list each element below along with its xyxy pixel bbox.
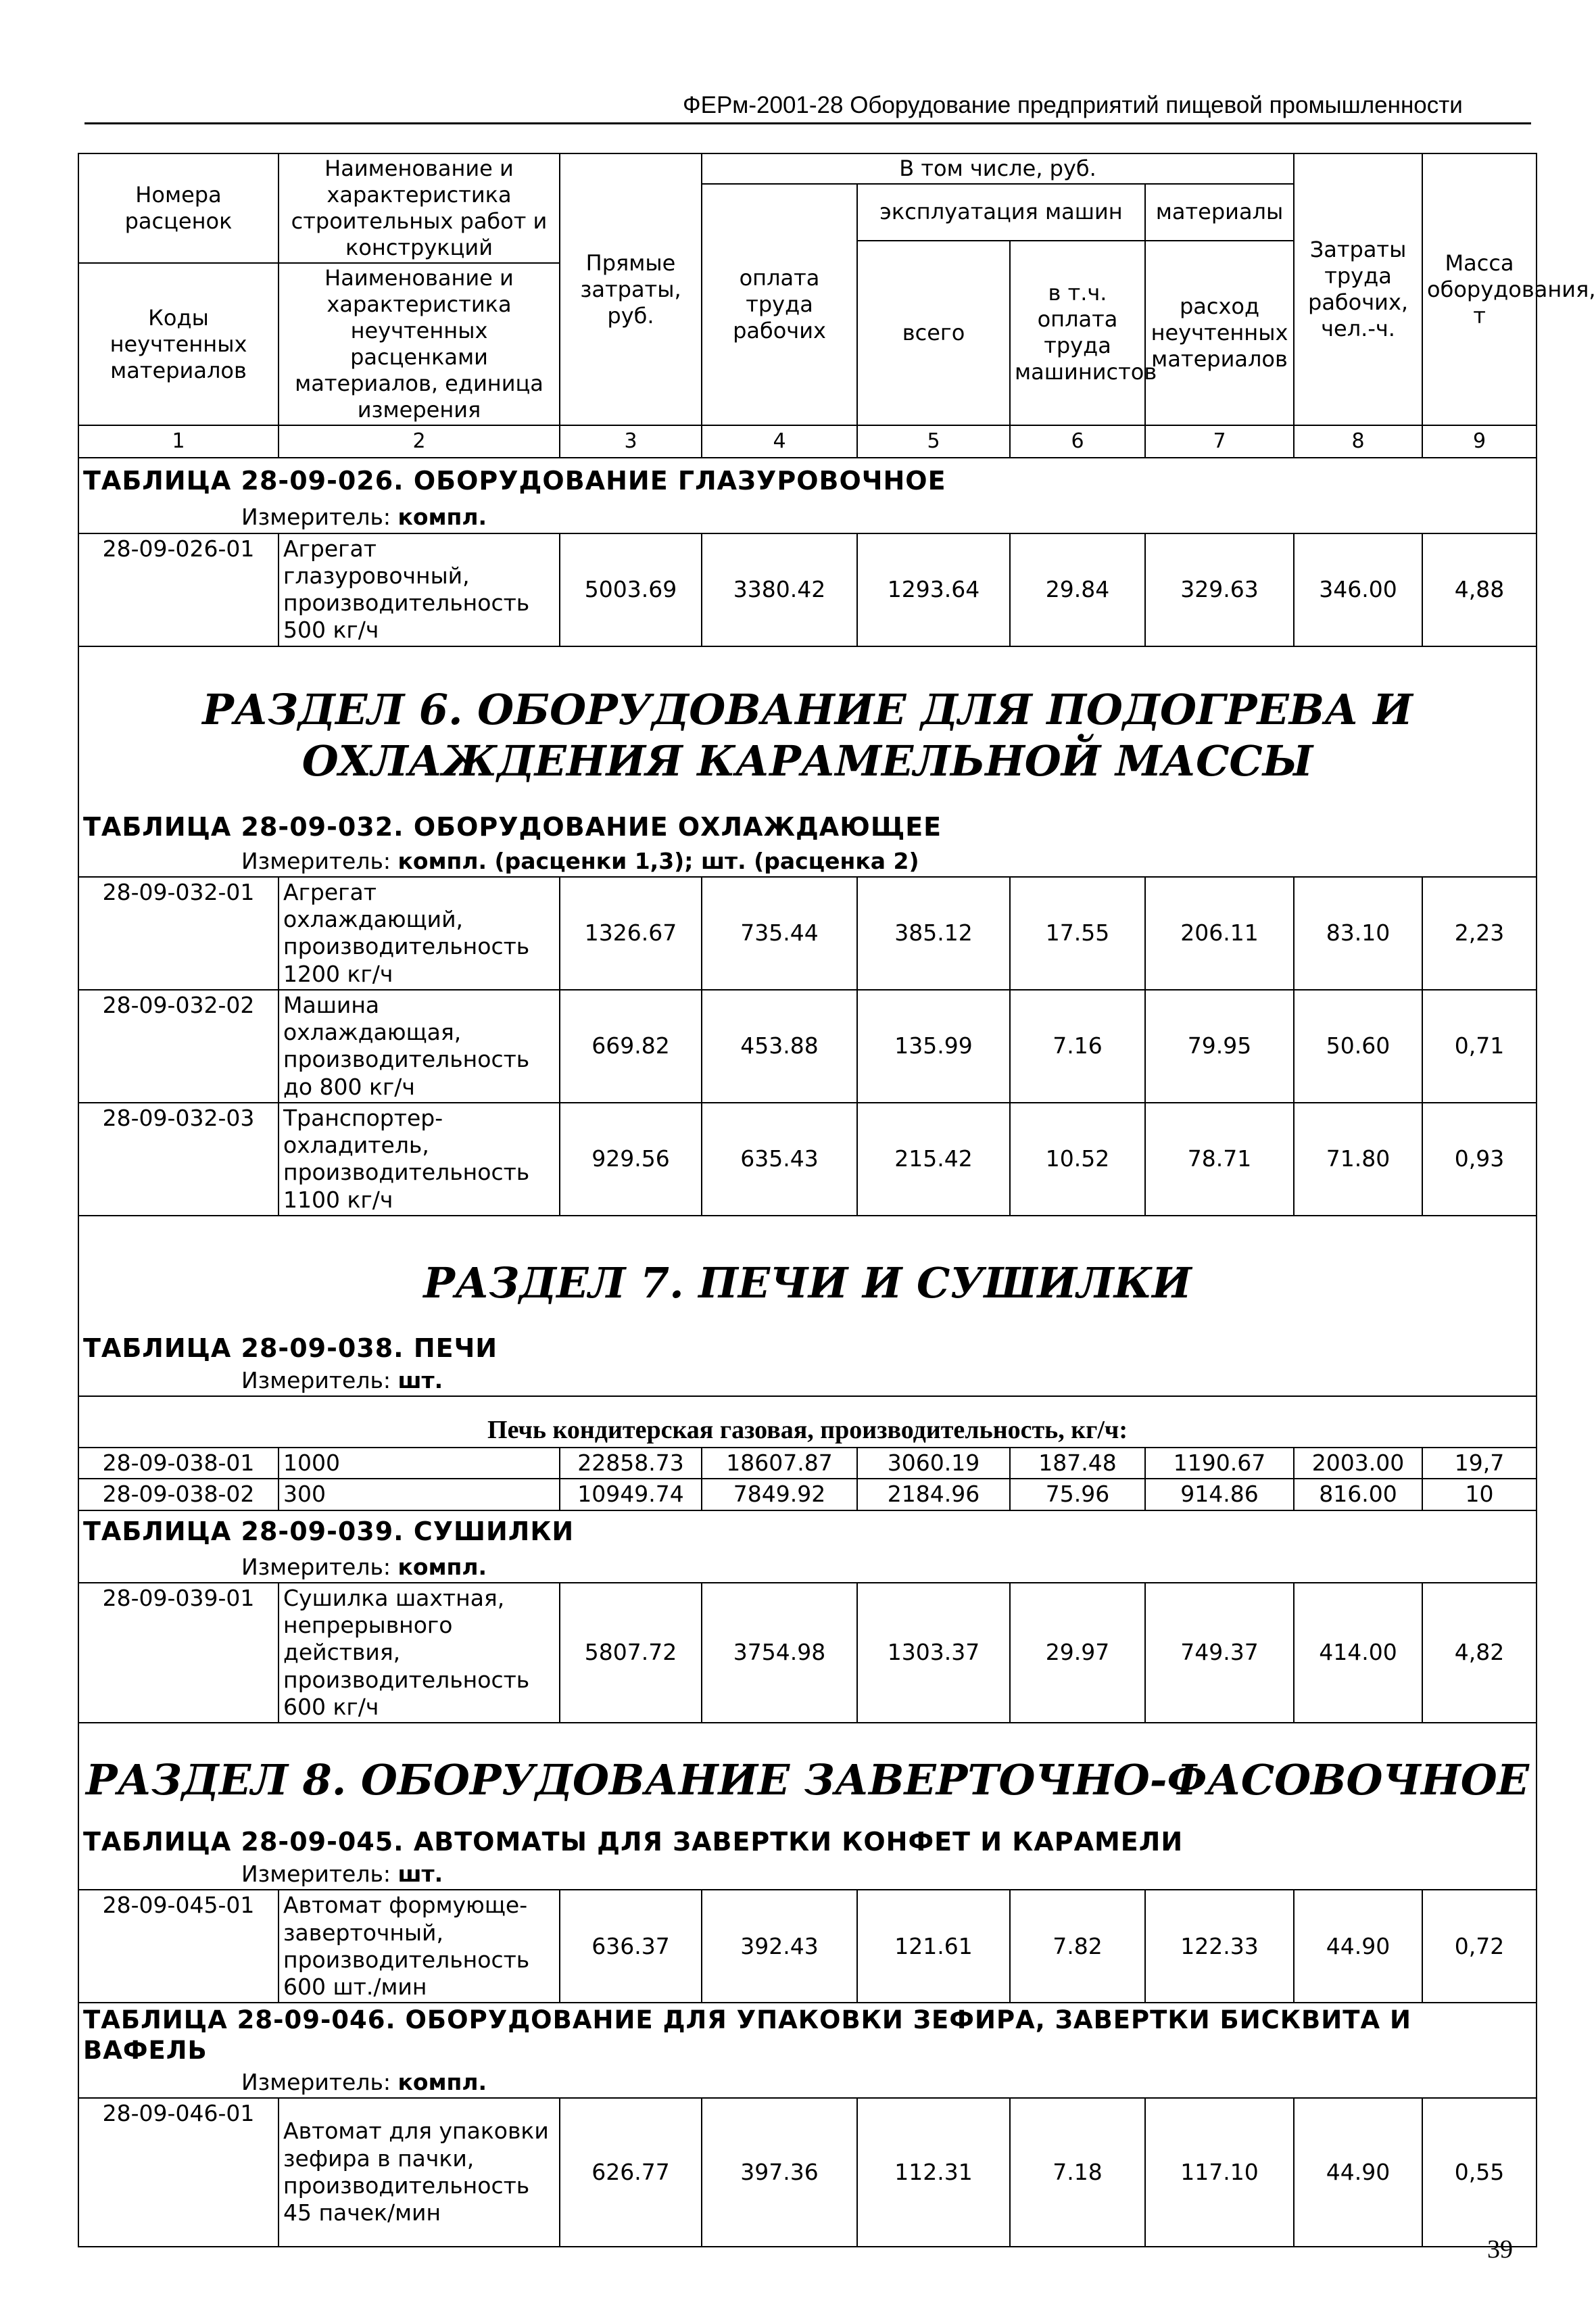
header-labor-hours: Затраты труда рабочих, чел.-ч.: [1294, 153, 1422, 425]
header-work-name: Наименование и характеристика строительных работ и конструкций: [279, 153, 560, 263]
col-number: 9: [1422, 425, 1537, 458]
header-machinists-pay: в т.ч. оплата труда машинистов: [1010, 241, 1145, 426]
header-machines-total: всего: [857, 241, 1010, 426]
col-number: 3: [560, 425, 702, 458]
header-material-codes: Коды неучтенных материалов: [78, 263, 279, 425]
section-heading: РАЗДЕЛ 7. ПЕЧИ И СУШИЛКИ: [78, 1216, 1537, 1331]
col-number: 8: [1294, 425, 1422, 458]
table-title: ТАБЛИЦА 28-09-046. ОБОРУДОВАНИЕ ДЛЯ УПАКОВКИ ЗЕФИРА, ЗАВЕРТКИ БИСКВИТА И ВАФЕЛЬ: [78, 2003, 1537, 2067]
table-title: ТАБЛИЦА 28-09-045. АВТОМАТЫ ДЛЯ ЗАВЕРТКИ КОНФЕТ И КАРАМЕЛИ: [78, 1824, 1537, 1859]
col-number: 7: [1145, 425, 1294, 458]
page-number: 39: [1487, 2235, 1513, 2264]
table-meter: Измеритель: компл.: [78, 2068, 1537, 2098]
header-direct-costs: Прямые затраты, руб.: [560, 153, 702, 425]
table-subheading: Печь кондитерская газовая, производительность, кг/ч:: [78, 1396, 1537, 1448]
table-row: 28-09-038-01 1000 22858.73 18607.87 3060.19 187.48 1190.67 2003.00 19,7: [78, 1448, 1537, 1479]
header-material-name: Наименование и характеристика неучтенных расценками материалов, единица измерения: [279, 263, 560, 425]
table-meter: Измеритель: шт.: [78, 1366, 1537, 1396]
col-number: 6: [1010, 425, 1145, 458]
table-meter: Измеритель: шт.: [78, 1859, 1537, 1890]
col-number: 4: [702, 425, 857, 458]
rates-table: [78, 153, 1596, 2247]
page-header: ФЕРм-2001-28 Оборудование предприятий пищевой промышленности: [683, 92, 1463, 118]
table-row: 28-09-026-01 Агрегат глазуровочный, производительность 500 кг/ч 5003.69 3380.42 1293.64 29.84 329.63 346.00 4,88: [78, 533, 1537, 646]
section-heading: РАЗДЕЛ 8. ОБОРУДОВАНИЕ ЗАВЕРТОЧНО-ФАСОВОЧНОЕ: [78, 1723, 1537, 1824]
table-row: 28-09-032-03 Транспортер-охладитель, производительность 1100 кг/ч 929.56 635.43 215.42 10.52 78.71 71.80 0,93: [78, 1103, 1537, 1216]
col-number: 1: [78, 425, 279, 458]
table-row: 28-09-046-01 Автомат для упаковки зефира в пачки, производительность 45 пачек/мин 626.77 397.36 112.31 7.18 117.10 44.90 0,55: [78, 2098, 1537, 2247]
header-machine-operation: эксплуатация машин: [857, 184, 1145, 241]
header-rate-numbers: Номера расценок: [78, 153, 279, 263]
table-row: 28-09-038-02 300 10949.74 7849.92 2184.96 75.96 914.86 816.00 10: [78, 1479, 1537, 1510]
table-row: 28-09-045-01 Автомат формующе-заверточный, производительность 600 шт./мин 636.37 392.43 121.61 7.82 122.33 44.90 0,72: [78, 1890, 1537, 2003]
table-meter: Измеритель: компл.: [78, 1552, 1537, 1583]
header-unaccounted-materials: расход неучтенных материалов: [1145, 241, 1294, 426]
table-meter: Измеритель: компл.: [78, 502, 1537, 533]
header-rule: [84, 122, 1531, 124]
header-materials: материалы: [1145, 184, 1294, 241]
table-row: 28-09-032-01 Агрегат охлаждающий, производительность 1200 кг/ч 1326.67 735.44 385.12 17.55 206.11 83.10 2,23: [78, 877, 1537, 990]
table-row: 28-09-032-02 Машина охлаждающая, производительность до 800 кг/ч 669.82 453.88 135.99 7.16 79.95 50.60 0,71: [78, 990, 1537, 1103]
table-title: ТАБЛИЦА 28-09-038. ПЕЧИ: [78, 1331, 1537, 1366]
table-title: ТАБЛИЦА 28-09-032. ОБОРУДОВАНИЕ ОХЛАЖДАЮЩЕЕ: [78, 809, 1537, 846]
col-number: 2: [279, 425, 560, 458]
table-row: 28-09-039-01 Сушилка шахтная, непрерывного действия, производительность 600 кг/ч 5807.72 3754.98 1303.37 29.97 749.37 414.00 4,82: [78, 1583, 1537, 1723]
section-heading: РАЗДЕЛ 6. ОБОРУДОВАНИЕ ДЛЯ ПОДОГРЕВА И ОХЛАЖДЕНИЯ КАРАМЕЛЬНОЙ МАССЫ: [78, 646, 1537, 809]
col-number: 5: [857, 425, 1010, 458]
header-worker-pay: оплата труда рабочих: [702, 184, 857, 425]
table-meter: Измеритель: компл. (расценки 1,3); шт. (расценка 2): [78, 846, 1537, 877]
table-title: ТАБЛИЦА 28-09-039. СУШИЛКИ: [78, 1510, 1537, 1552]
header-including: В том числе, руб.: [702, 153, 1294, 184]
header-equipment-mass: Масса оборудования, т: [1422, 153, 1537, 425]
table-title: ТАБЛИЦА 28-09-026. ОБОРУДОВАНИЕ ГЛАЗУРОВОЧНОЕ: [78, 458, 1537, 502]
